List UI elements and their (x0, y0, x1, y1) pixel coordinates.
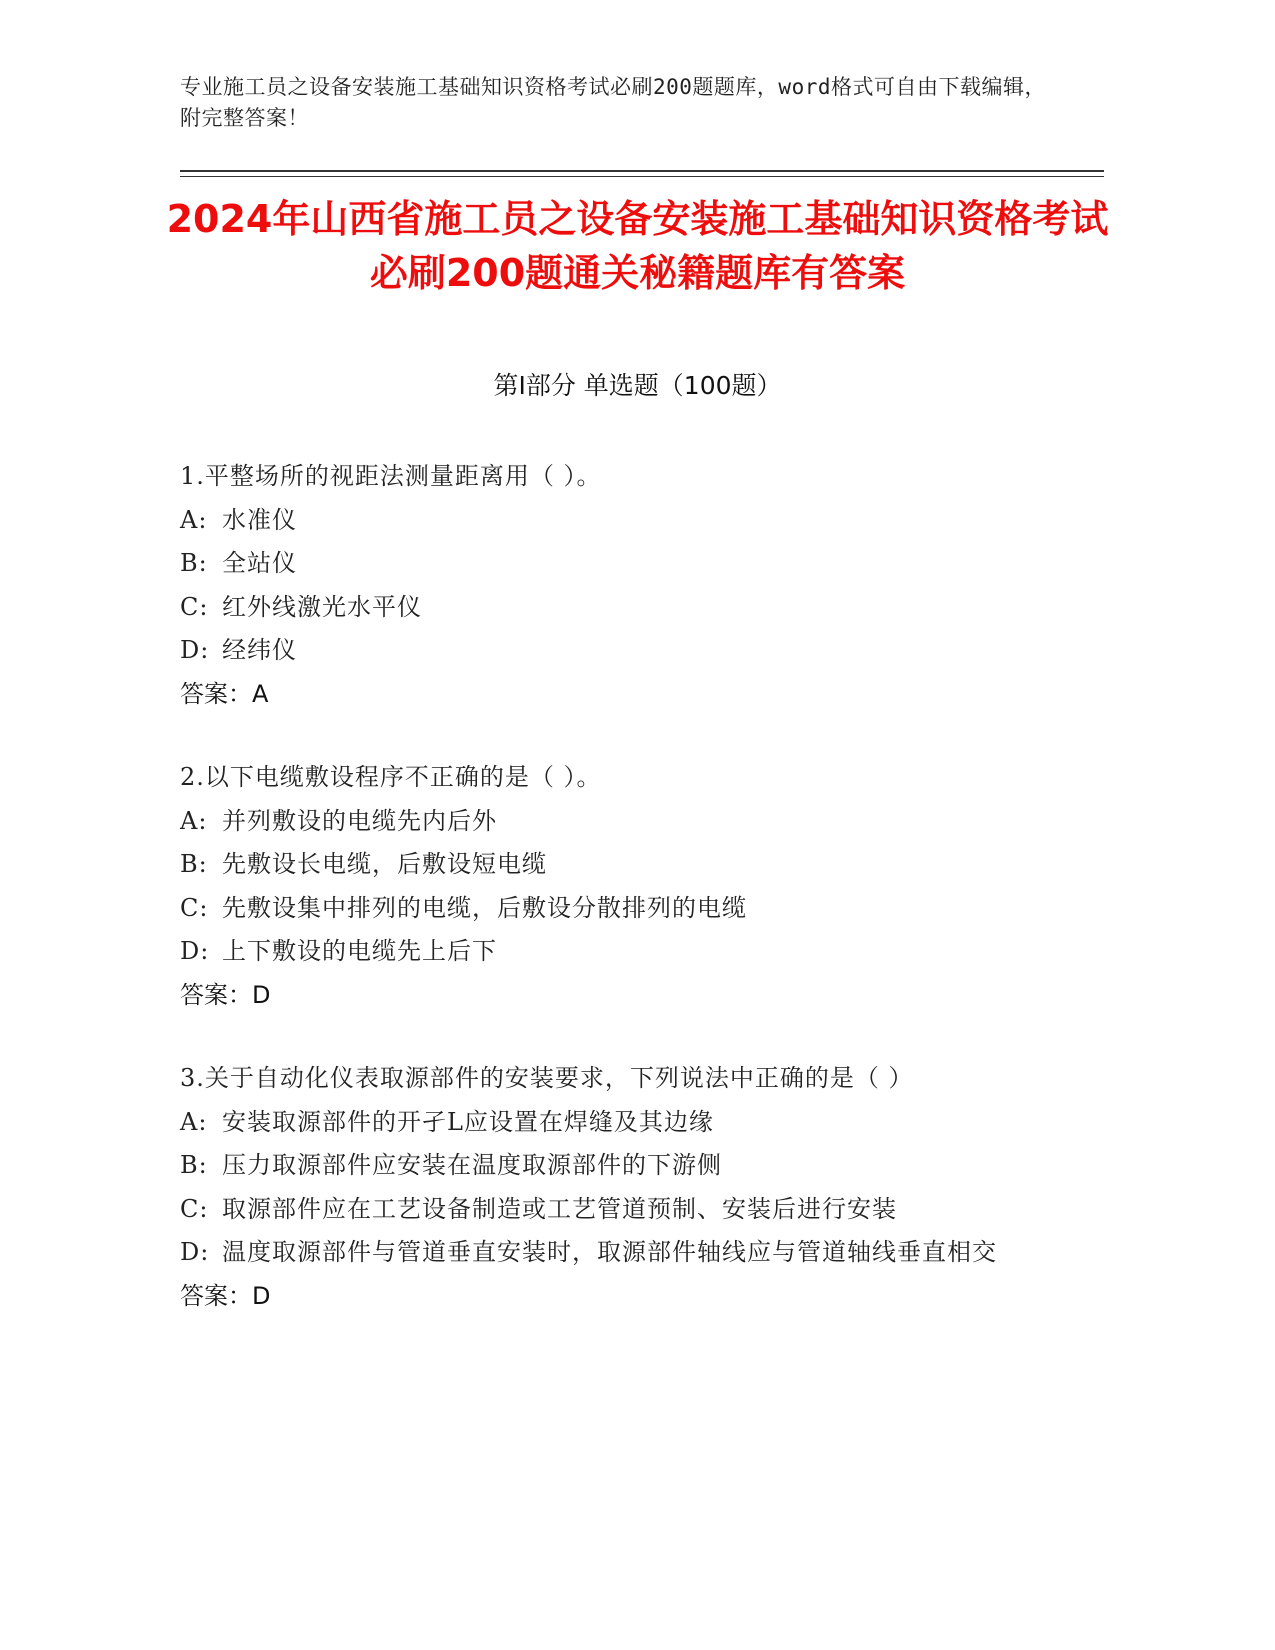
answer-line: 答案：A (180, 679, 269, 708)
option-letter: A: (180, 806, 208, 835)
option-text: 红外线激光水平仪 (222, 592, 422, 621)
option-c (180, 1188, 1040, 1232)
option-letter: B: (180, 549, 208, 577)
option-letter: A: (180, 505, 208, 534)
option-d (180, 629, 1040, 673)
header-divider-thick (180, 170, 1104, 172)
option-a (180, 1101, 1040, 1145)
option-text: 先敷设集中排列的电缆，后敷设分散排列的电缆 (222, 893, 747, 922)
option-a (180, 800, 1040, 844)
option-letter: A: (180, 1107, 208, 1136)
option-text: 上下敷设的电缆先上后下 (222, 937, 497, 965)
question-3 (180, 1057, 1040, 1318)
answer-line: 答案：D (180, 1281, 271, 1310)
option-c (180, 586, 1040, 630)
question-stem: 2.以下电缆敷设程序不正确的是（ ）。 (180, 763, 602, 791)
answer-line: 答案：D (180, 980, 271, 1009)
option-text: 先敷设长电缆，后敷设短电缆 (222, 850, 547, 878)
option-c (180, 887, 1040, 931)
option-text: 并列敷设的电缆先内后外 (222, 806, 497, 835)
header-note: 专业施工员之设备安装施工基础知识资格考试必刷200题题库，word格式可自由下载编辑，附完整答案！ (180, 75, 1046, 130)
option-letter: B: (180, 1151, 208, 1179)
question-stem: 3.关于自动化仪表取源部件的安装要求，下列说法中正确的是（ ） (180, 1064, 914, 1092)
option-letter: D: (180, 937, 210, 965)
option-text: 全站仪 (222, 549, 297, 577)
option-letter: C: (180, 893, 209, 922)
header-divider-thin (180, 176, 1104, 177)
option-text: 经纬仪 (222, 636, 297, 664)
option-letter: D: (180, 636, 210, 664)
option-letter: D: (180, 1238, 210, 1266)
option-text: 安装取源部件的开孑L应设置在焊缝及其边缘 (222, 1107, 714, 1136)
document-title: 2024年山西省施工员之设备安装施工基础知识资格考试必刷200题通关秘籍题库有答案 (166, 197, 1109, 295)
question-stem: 1.平整场所的视距法测量距离用（ ）。 (180, 462, 602, 490)
option-b (180, 843, 1040, 887)
option-b (180, 1144, 1040, 1188)
option-d (180, 930, 1040, 974)
option-text: 温度取源部件与管道垂直安装时，取源部件轴线应与管道轴线垂直相交 (222, 1238, 997, 1266)
question-list (180, 455, 1040, 1358)
option-text: 取源部件应在工艺设备制造或工艺管道预制、安装后进行安装 (222, 1194, 897, 1223)
option-text: 水准仪 (222, 505, 297, 534)
option-d (180, 1231, 1040, 1275)
option-letter: C: (180, 1194, 209, 1223)
option-b (180, 542, 1040, 586)
section-heading: 第Ⅰ部分 单选题（100题） (493, 371, 782, 400)
question-1 (180, 455, 1040, 716)
question-2 (180, 756, 1040, 1017)
option-letter: C: (180, 592, 209, 621)
option-text: 压力取源部件应安装在温度取源部件的下游侧 (222, 1151, 722, 1179)
option-a (180, 499, 1040, 543)
option-letter: B: (180, 850, 208, 878)
